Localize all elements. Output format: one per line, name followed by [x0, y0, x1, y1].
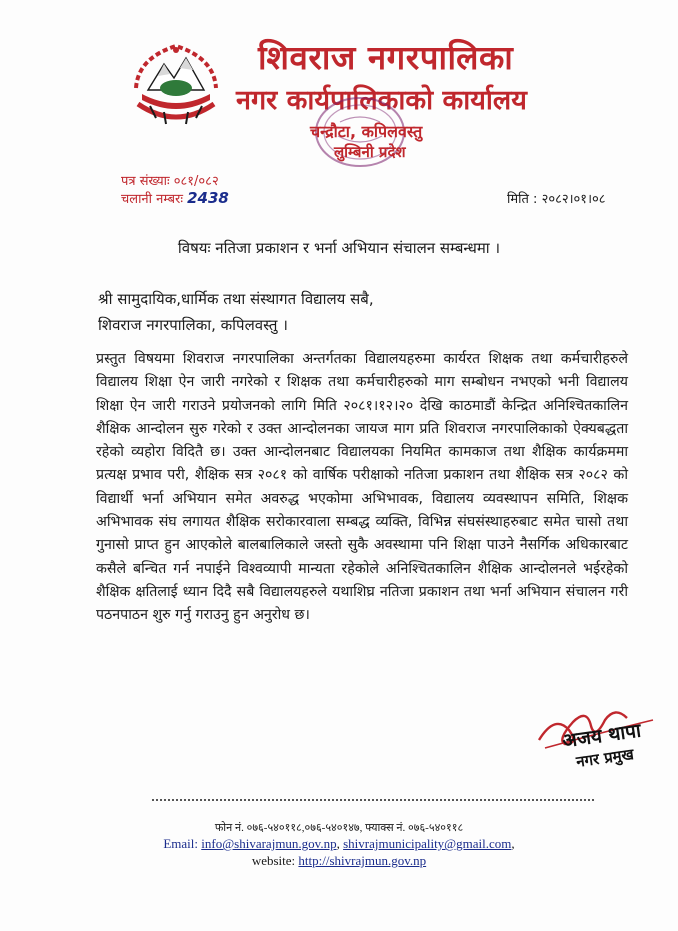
office-name: नगर कार्यपालिकाको कार्यालय: [236, 85, 527, 116]
date-label: मिति :: [507, 192, 538, 207]
date-value: २०८२।०१।०८: [541, 192, 606, 207]
signatory-name: अजय थापा: [560, 719, 643, 753]
email-separator: ,: [336, 836, 340, 851]
footer-email: [0, 836, 678, 852]
letter-subject: विषयः नतिजा प्रकाशन र भर्ना अभियान संचालन सम्बन्धमा ।: [177, 239, 501, 257]
footer-website: [0, 853, 678, 869]
footer-divider: [152, 799, 594, 801]
website-label: website:: [251, 853, 296, 868]
letter-date: [507, 189, 606, 207]
email-link-1[interactable]: info@shivarajmun.gov.np: [201, 836, 337, 851]
recipient-line-2: शिवराज नगरपालिका, कपिलवस्तु ।: [98, 316, 288, 334]
letter-body: प्रस्तुत विषयमा शिवराज नगरपालिका अन्तर्गतका विद्यालयहरुमा कार्यरत शिक्षक तथा कर्मचारीहरुले विद्यालय शिक्षा ऐन जारी नगरेको र शिक्षक तथा कर्मचारीहरुको माग सम्बोधन नभएको भनी विद्यालय शिक्षा ऐन जारी गराउने प्रयोजनको लागि मिति २०८१।१२।२० देखि काठमाडौं केन्द्रित अनिश्चितकालिन शैक्षिक आन्दोलन सुरु गरेको र उक्त आन्दोलनका जायज माग प्रति शिवराज नगरपालिकाको ऐक्यबद्धता रहेको व्यहोरा विदितै छ। उक्त आन्दोलनबाट विद्यालयका नियमित कामकाज तथा शैक्षिक कार्यक्रममा प्रत्यक्ष प्रभाव परी, शैक्षिक सत्र २०८१ को वार्षिक परीक्षाको नतिजा प्रकाशन तथा शैक्षिक सत्र २०८२ को विद्यार्थी भर्ना अभियान समेत अवरुद्ध भएकोमा अभिभावक, विद्यालय व्यवस्थापन समिति, शिक्षक अभिभावक संघ लगायत शैक्षिक सरोकारवाला सम्बद्ध व्यक्ति, विभिन्न संघसंस्थाहरुबाट समेत चासो तथा गुनासो प्राप्त हुन आएकोले बालबालिकाले जस्तो सुकै अवस्थामा पनि शिक्षा पाउने नैसर्गिक अधिकारबाट कसैले बन्चित गर्न नपाईने विश्वव्यापी मान्यता रहेकोले अनिश्चितकालिन शैक्षिक आन्दोलनले भईरहेको शैक्षिक क्षतिलाई ध्यान दिदै सबै विद्यालयहरुले यथाशिघ्र नतिजा प्रकाशन तथा भर्ना अभियान संचालन गरी पठनपाठन शुरु गर्नु गराउनु हुन अनुरोध छ।: [96, 351, 628, 624]
email-link-2[interactable]: shivrajmunicipality@gmail.com: [343, 836, 512, 851]
dispatch-number-label: चलानी नम्बरः: [121, 192, 183, 207]
email-end: ,: [511, 836, 515, 851]
address-line-1: चन्द्रौटा, कपिलवस्तु: [310, 122, 423, 141]
government-emblem-icon: [130, 38, 222, 126]
municipality-name: शिवराज नगरपालिका: [258, 38, 514, 77]
footer-phone: फोन नं. ०७६-५४०११८,०७६-५४०१४७, फ्याक्स नं. ०७६-५४०११८: [214, 822, 464, 834]
recipient-line-1: श्री सामुदायिक,धार्मिक तथा संस्थागत विद्यालय सबै,: [98, 290, 374, 308]
email-label: Email:: [163, 836, 198, 851]
letter-number: [121, 171, 219, 189]
signatory-title: नगर प्रमुख: [575, 745, 635, 771]
address-line-2: लुम्बिनी प्रदेश: [334, 143, 406, 161]
website-link[interactable]: http://shivrajmun.gov.np: [298, 853, 427, 868]
dispatch-number-value: 2438: [187, 189, 229, 207]
letter-number-value: ०८१/०८२: [173, 174, 219, 189]
dispatch-number: [121, 189, 229, 207]
letter-number-label: पत्र संख्याः: [121, 174, 170, 189]
